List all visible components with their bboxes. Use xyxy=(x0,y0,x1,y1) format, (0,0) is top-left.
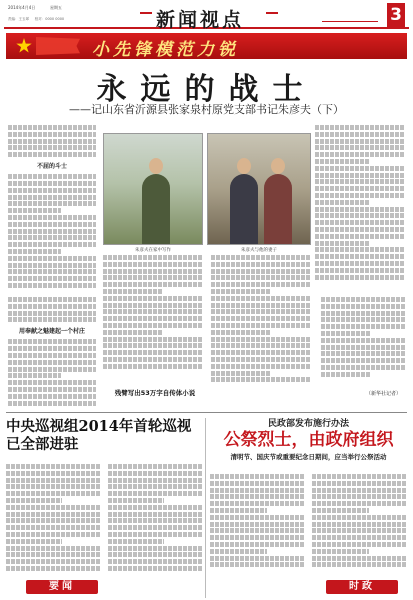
text-line xyxy=(108,552,202,557)
text-line xyxy=(210,515,305,520)
text-line xyxy=(8,174,96,179)
column-separator xyxy=(205,418,206,598)
text-line xyxy=(315,241,369,246)
story-inspection xyxy=(6,418,202,598)
text-line xyxy=(103,282,203,287)
text-line xyxy=(103,350,203,355)
text-line xyxy=(211,343,311,348)
text-line xyxy=(103,343,203,348)
text-line xyxy=(312,508,369,513)
body-text-block xyxy=(8,125,96,157)
text-line xyxy=(312,515,407,520)
person-figure xyxy=(230,174,258,244)
text-line xyxy=(312,556,407,561)
text-line xyxy=(103,309,203,314)
text-line xyxy=(312,501,407,506)
text-line xyxy=(210,488,305,493)
text-line xyxy=(8,373,61,378)
text-line xyxy=(8,229,96,234)
text-line xyxy=(211,377,311,382)
tag-label: 要闻 xyxy=(26,580,98,594)
text-line xyxy=(6,498,62,503)
text-line xyxy=(321,338,405,343)
text-line xyxy=(103,289,163,294)
text-line xyxy=(315,220,405,225)
body-text-block xyxy=(108,464,202,573)
text-line xyxy=(108,525,202,530)
text-line xyxy=(211,323,311,328)
flag-icon xyxy=(36,37,80,55)
text-line xyxy=(6,464,100,469)
column-right xyxy=(315,125,405,297)
text-line xyxy=(211,262,311,267)
text-line xyxy=(315,254,405,259)
text-line xyxy=(108,505,202,510)
text-line xyxy=(210,481,305,486)
text-line xyxy=(8,215,96,220)
text-line xyxy=(6,505,100,510)
body-text-block xyxy=(211,255,311,384)
photo-caption: 朱彦夫在家中写作 xyxy=(135,248,171,253)
text-line xyxy=(315,193,405,198)
text-line xyxy=(321,297,405,302)
text-line xyxy=(321,311,405,316)
photo-writing xyxy=(103,133,203,245)
column-middle xyxy=(103,255,311,395)
text-line xyxy=(8,222,96,227)
section-subhead: 不屈的斗士 xyxy=(36,163,67,171)
text-line xyxy=(210,556,305,561)
body-text-block xyxy=(8,297,96,322)
text-line xyxy=(315,132,405,137)
text-line xyxy=(8,304,96,309)
text-line xyxy=(210,528,305,533)
text-line xyxy=(315,125,405,130)
text-line xyxy=(315,234,405,239)
text-line xyxy=(8,269,96,274)
section-divider xyxy=(6,412,407,413)
text-line xyxy=(108,498,164,503)
text-line xyxy=(103,275,203,280)
banner-title: 小先锋模范力锐 xyxy=(92,40,239,60)
text-line xyxy=(8,360,96,365)
text-line xyxy=(211,309,311,314)
text-line xyxy=(8,297,96,302)
text-line xyxy=(210,522,305,527)
text-line xyxy=(6,491,100,496)
text-line xyxy=(321,324,405,329)
text-line xyxy=(211,371,271,376)
text-line xyxy=(211,330,271,335)
text-line xyxy=(211,350,311,355)
text-line xyxy=(312,562,407,567)
text-line xyxy=(103,269,203,274)
text-line xyxy=(8,249,61,254)
text-line xyxy=(211,282,311,287)
feature-article xyxy=(6,33,407,407)
editor-line: 责编：王玉翠 校对：0000 0000 xyxy=(8,17,65,21)
text-line xyxy=(315,166,405,171)
text-line xyxy=(103,357,203,362)
text-line xyxy=(210,542,305,547)
text-line xyxy=(103,337,203,342)
text-line xyxy=(211,357,311,362)
text-line xyxy=(6,532,100,537)
body-text-block xyxy=(103,255,203,371)
body-text-block xyxy=(315,125,405,280)
text-line xyxy=(321,358,405,363)
text-line xyxy=(8,387,96,392)
column-left xyxy=(8,125,96,297)
text-line xyxy=(103,255,203,260)
section-subhead: 用奉献之魅建起一个村庄 xyxy=(18,328,85,336)
text-line xyxy=(8,353,96,358)
section-deco-right xyxy=(266,12,278,14)
story-memorial xyxy=(210,418,407,598)
text-line xyxy=(312,494,407,499)
text-line xyxy=(312,474,407,479)
text-line xyxy=(315,227,405,232)
text-line xyxy=(210,535,305,540)
text-line xyxy=(8,317,96,322)
story-headline: 中央巡视组2014年首轮巡视已全部进驻 xyxy=(6,418,192,453)
text-line xyxy=(315,152,405,157)
text-line xyxy=(6,478,100,483)
text-line xyxy=(108,471,202,476)
text-line xyxy=(8,339,96,344)
weekday: 星期五 xyxy=(50,5,62,10)
text-line xyxy=(8,346,96,351)
body-text-block xyxy=(8,174,96,288)
text-line xyxy=(6,518,100,523)
body-text-block xyxy=(6,464,100,573)
text-line xyxy=(321,351,405,356)
text-line xyxy=(103,323,203,328)
person-figure xyxy=(142,174,170,244)
text-line xyxy=(108,539,164,544)
text-line xyxy=(210,549,267,554)
text-line xyxy=(312,528,407,533)
text-line xyxy=(315,213,405,218)
feature-banner xyxy=(6,33,407,59)
text-line xyxy=(211,316,311,321)
text-line xyxy=(312,549,369,554)
text-line xyxy=(108,559,202,564)
text-line xyxy=(103,364,203,369)
column-right-lower xyxy=(321,297,405,379)
text-line xyxy=(108,532,202,537)
text-line xyxy=(312,535,407,540)
story-kicker: 民政部发布施行办法 xyxy=(267,419,349,429)
text-line xyxy=(315,247,405,252)
text-line xyxy=(8,181,96,186)
text-line xyxy=(315,179,405,184)
text-line xyxy=(321,331,371,336)
column-left-lower xyxy=(8,297,96,407)
text-line xyxy=(8,188,96,193)
text-line xyxy=(8,256,96,261)
text-line xyxy=(8,263,96,268)
text-line xyxy=(103,303,203,308)
text-line xyxy=(103,330,163,335)
text-line xyxy=(8,367,96,372)
text-line xyxy=(315,139,405,144)
text-line xyxy=(211,337,311,342)
text-line xyxy=(8,132,96,137)
tag-label: 时政 xyxy=(326,580,398,594)
photo-caption: 朱彦夫与他的妻子 xyxy=(241,248,277,253)
text-line xyxy=(103,316,203,321)
text-line xyxy=(8,283,96,288)
star-icon xyxy=(16,38,32,54)
text-line xyxy=(315,159,369,164)
text-line xyxy=(211,255,311,260)
text-line xyxy=(8,276,96,281)
text-line xyxy=(211,275,311,280)
section-title: 新闻视点 xyxy=(156,9,245,31)
text-line xyxy=(210,562,305,567)
text-line xyxy=(6,525,100,530)
body-text-block xyxy=(321,297,405,377)
text-line xyxy=(6,559,100,564)
feature-headline: 永远的战士 xyxy=(96,72,317,107)
text-line xyxy=(108,512,202,517)
text-line xyxy=(8,401,96,406)
text-line xyxy=(8,125,96,130)
text-line xyxy=(210,494,305,499)
masthead xyxy=(4,2,409,29)
text-line xyxy=(8,208,61,213)
text-line xyxy=(315,275,405,280)
pull-quote: 残臂写出53万字自传体小说 xyxy=(114,389,196,397)
text-line xyxy=(6,546,100,551)
body-text-block xyxy=(312,474,407,569)
text-line xyxy=(312,522,407,527)
text-line xyxy=(8,394,96,399)
body-text-block xyxy=(103,255,203,369)
local-news-banner xyxy=(322,10,378,22)
body-text-block xyxy=(211,255,311,382)
text-line xyxy=(211,364,311,369)
text-line xyxy=(6,539,62,544)
text-line xyxy=(6,512,100,517)
text-line xyxy=(321,365,405,370)
text-line xyxy=(6,566,100,571)
text-line xyxy=(8,311,96,316)
text-line xyxy=(315,173,405,178)
text-line xyxy=(211,296,311,301)
author-credit: （新华社记者） xyxy=(365,391,401,397)
text-line xyxy=(211,303,311,308)
text-line xyxy=(210,501,305,506)
text-line xyxy=(315,186,405,191)
text-line xyxy=(8,242,96,247)
text-line xyxy=(315,261,405,266)
text-line xyxy=(108,491,202,496)
body-text-block xyxy=(8,339,96,405)
text-line xyxy=(108,518,202,523)
text-line xyxy=(321,317,405,322)
text-line xyxy=(315,200,369,205)
text-line xyxy=(103,262,203,267)
text-line xyxy=(211,269,311,274)
person-figure xyxy=(264,174,292,244)
feature-subhead: ——记山东省沂源县张家泉村原党支部书记朱彦夫（下） xyxy=(69,103,344,116)
text-line xyxy=(8,380,96,385)
text-line xyxy=(312,542,407,547)
text-line xyxy=(6,484,100,489)
text-line xyxy=(108,464,202,469)
text-line xyxy=(108,478,202,483)
text-line xyxy=(315,145,405,150)
text-line xyxy=(210,508,267,513)
photo-couple xyxy=(207,133,311,245)
text-line xyxy=(108,566,202,571)
body-text-block xyxy=(210,474,305,569)
text-line xyxy=(210,474,305,479)
issue-date: 2014年4月4日 xyxy=(8,5,36,10)
story-headline: 公祭烈士，由政府组织 xyxy=(223,430,394,450)
text-line xyxy=(8,235,96,240)
text-line xyxy=(8,152,96,157)
text-line xyxy=(321,345,405,350)
text-line xyxy=(6,552,100,557)
text-line xyxy=(8,201,96,206)
text-line xyxy=(8,145,96,150)
text-line xyxy=(8,195,96,200)
text-line xyxy=(211,289,271,294)
text-line xyxy=(315,207,405,212)
text-line xyxy=(8,139,96,144)
text-line xyxy=(315,268,405,273)
text-line xyxy=(108,484,202,489)
section-deco-left xyxy=(140,12,152,14)
text-line xyxy=(321,304,405,309)
text-line xyxy=(108,546,202,551)
story-deck: 清明节、国庆节或重要纪念日期间，应当举行公祭活动 xyxy=(230,453,387,461)
text-line xyxy=(321,372,371,377)
text-line xyxy=(103,296,203,301)
text-line xyxy=(312,481,407,486)
page-number: 3 xyxy=(387,3,405,27)
text-line xyxy=(312,488,407,493)
text-line xyxy=(6,471,100,476)
